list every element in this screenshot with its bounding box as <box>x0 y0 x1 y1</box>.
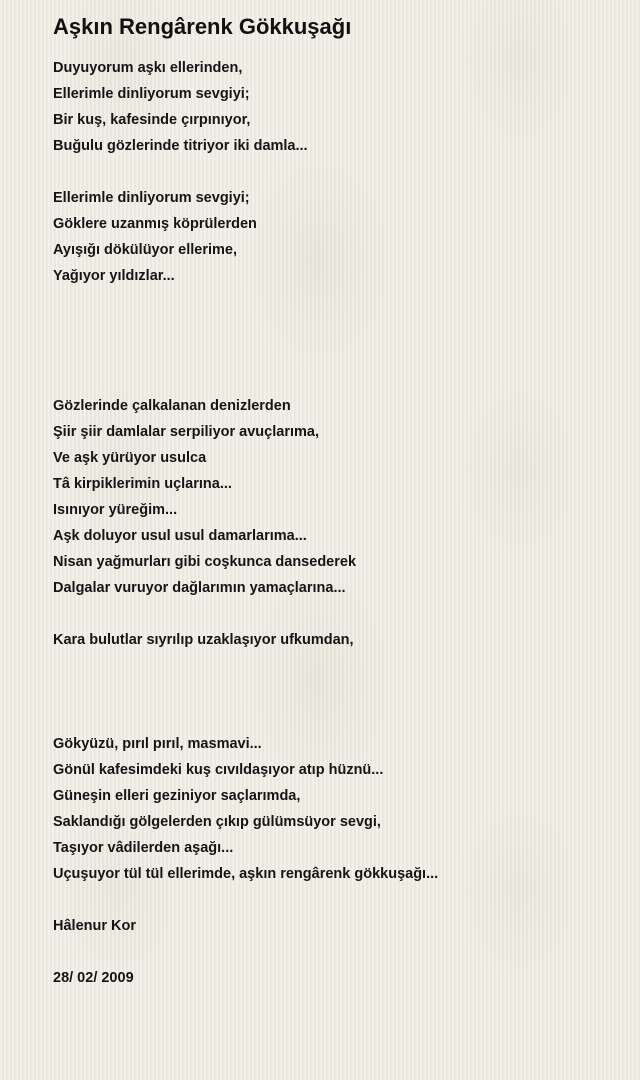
stanza-spacer <box>53 289 613 393</box>
stanza-spacer <box>53 653 613 731</box>
poem-line: Nisan yağmurları gibi coşkunca dansederek <box>53 554 357 570</box>
poem-line: Ayışığı dökülüyor ellerime, <box>53 242 237 258</box>
poem-line: Bir kuş, kafesinde çırpınıyor, <box>53 112 251 128</box>
poem-line: Buğulu gözlerinde titriyor iki damla... <box>53 138 308 154</box>
poem-line: Şiir şiir damlalar serpiliyor avuçlarıma, <box>53 424 319 440</box>
poem-line: Güneşin elleri geziniyor saçlarımda, <box>53 788 301 804</box>
poem-line: Göklere uzanmış köprülerden <box>53 216 257 232</box>
stanza-3 <box>53 393 613 601</box>
stanza-4 <box>53 627 613 653</box>
poem-line: Ellerimle dinliyorum sevgiyi; <box>53 86 250 102</box>
poem-line: Gönül kafesimdeki kuş cıvıldaşıyor atıp hüznü... <box>53 762 384 778</box>
poem-line: Tâ kirpiklerimin uçlarına... <box>53 476 232 492</box>
stanza-spacer <box>53 887 613 913</box>
poem-line: Gözlerinde çalkalanan denizlerden <box>53 398 291 414</box>
poem-line: Uçuşuyor tül tül ellerimde, aşkın rengârenk gökkuşağı... <box>53 866 439 882</box>
poem-line: Duyuyorum aşkı ellerinden, <box>53 60 243 76</box>
poem-line: Taşıyor vâdilerden aşağı... <box>53 840 234 856</box>
stanza-1 <box>53 55 613 159</box>
poem-page <box>53 12 613 991</box>
poem-line: Ellerimle dinliyorum sevgiyi; <box>53 190 250 206</box>
poem-author: Hâlenur Kor <box>53 918 136 934</box>
stanza-2 <box>53 185 613 289</box>
stanza-spacer <box>53 939 613 965</box>
stanza-spacer <box>53 159 613 185</box>
poem-line: Saklandığı gölgelerden çıkıp gülümsüyor sevgi, <box>53 814 381 830</box>
poem-line: Ve aşk yürüyor usulca <box>53 450 207 466</box>
poem-date: 28/ 02/ 2009 <box>53 970 134 986</box>
poem-line: Dalgalar vuruyor dağlarımın yamaçlarına... <box>53 580 346 596</box>
poem-title: Aşkın Rengârenk Gökkuşağı <box>53 14 352 39</box>
stanza-spacer <box>53 601 613 627</box>
poem-line: Isınıyor yüreğim... <box>53 502 178 518</box>
poem-line: Yağıyor yıldızlar... <box>53 268 175 284</box>
poem-line: Kara bulutlar sıyrılıp uzaklaşıyor ufkumdan, <box>53 632 354 648</box>
poem-line: Gökyüzü, pırıl pırıl, masmavi... <box>53 736 262 752</box>
poem-line: Aşk doluyor usul usul damarlarıma... <box>53 528 307 544</box>
stanza-5 <box>53 731 613 887</box>
